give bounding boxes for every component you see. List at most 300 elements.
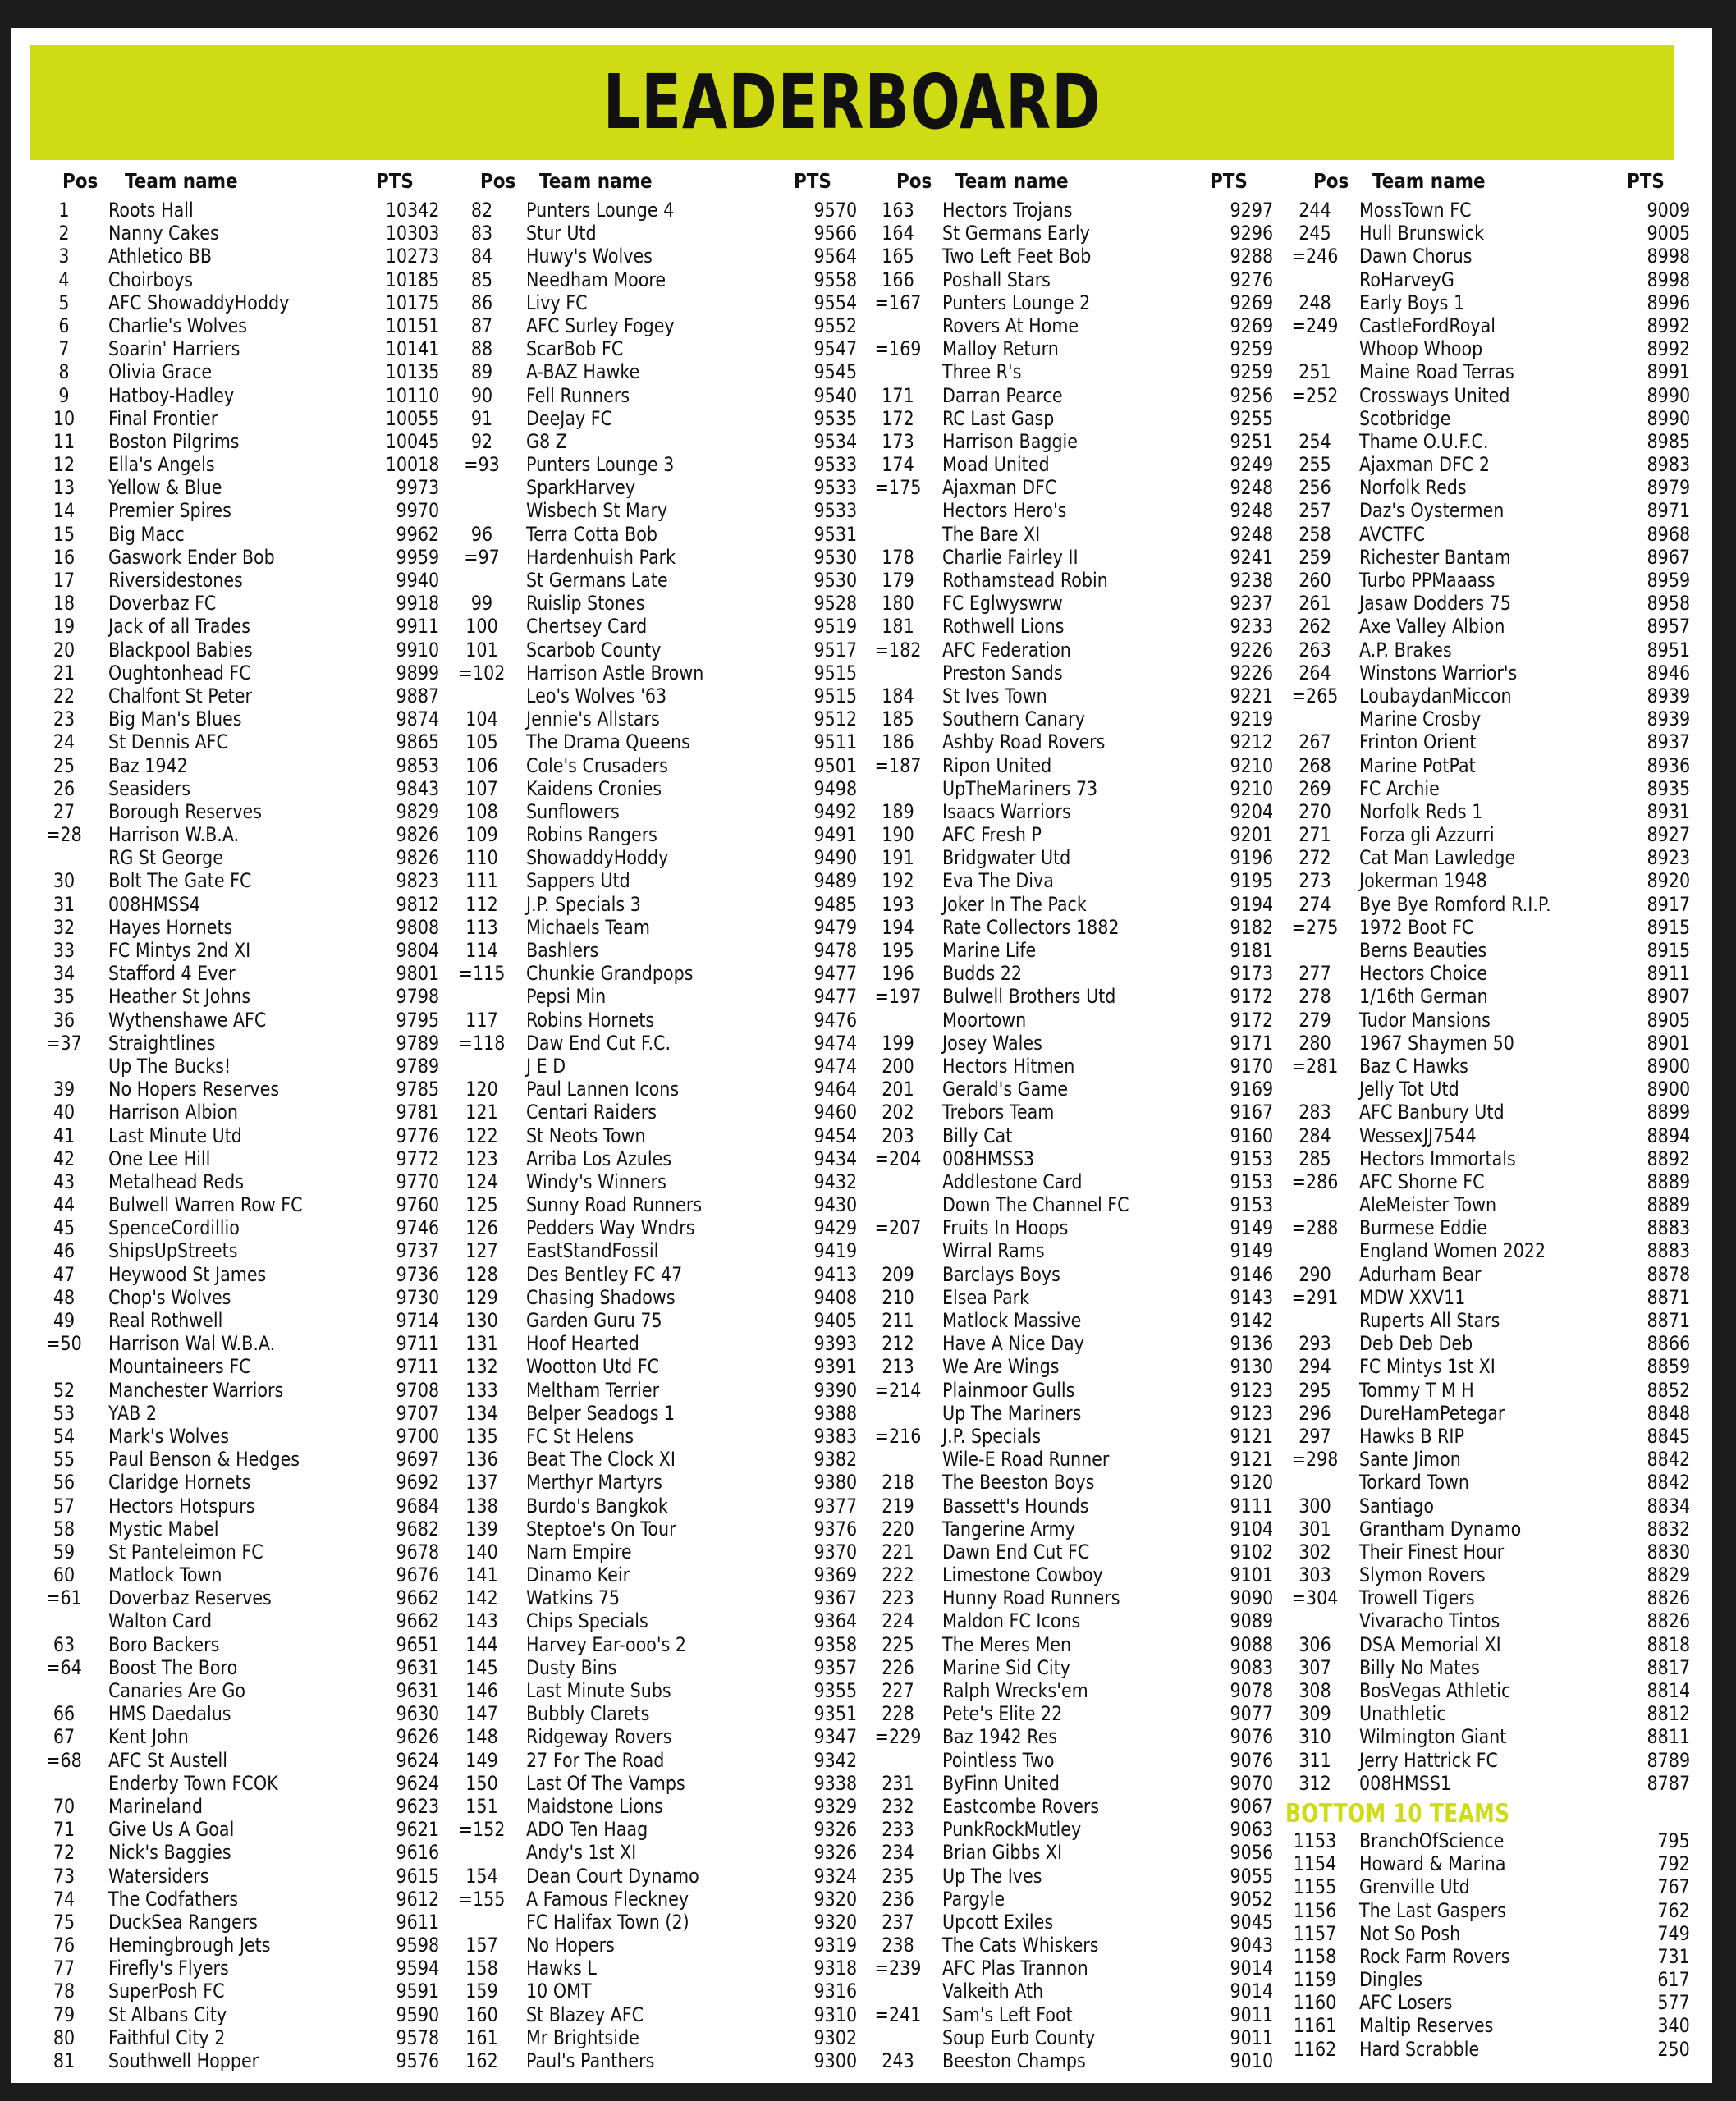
table-row [34,1841,441,1864]
position-cell: 127 [465,1239,498,1263]
team-name-cell: Olivia Grace [108,360,213,384]
team-name-cell: Fell Runners [526,383,630,407]
team-name-cell: J E D [526,1054,566,1078]
position-cell: 143 [465,1609,498,1633]
points-cell: 9056 [1230,1841,1273,1865]
position-cell: 120 [465,1078,498,1101]
table-row [34,2026,441,2049]
points-cell: 9143 [1230,1285,1273,1309]
position-cell: 70 [53,1794,76,1818]
points-cell: 9776 [396,1124,439,1147]
position-cell: 56 [53,1471,76,1495]
position-cell: 49 [53,1309,76,1332]
team-name-cell: Ripon United [942,753,1052,777]
points-cell: 9485 [813,892,857,916]
team-name-cell: Borough Reserves [108,799,262,823]
table-row [1285,2014,1692,2037]
position-cell: 1155 [1293,1875,1337,1899]
position-cell: 14 [53,499,76,523]
team-name-cell: RC Last Gasp [942,406,1055,430]
points-cell: 9808 [396,915,439,939]
points-cell: 8920 [1647,869,1690,893]
team-name-cell: St Panteleimon FC [108,1540,263,1563]
team-name-cell: Turbo PPMaaass [1359,569,1496,592]
table-row [452,546,859,569]
position-cell: 149 [465,1748,498,1772]
table-row [452,615,859,638]
table-row [34,1865,441,1888]
table-row [868,1009,1275,1032]
team-name-cell: AFC Shorne FC [1359,1170,1485,1193]
position-cell: =265 [1291,684,1339,707]
position-cell: =175 [874,476,922,500]
points-cell: 9043 [1230,1934,1273,1957]
team-name-cell: Hectors Immortals [1359,1147,1516,1170]
points-cell: 9011 [1230,2003,1273,2026]
team-name-cell: Rate Collectors 1882 [942,915,1120,939]
table-row [452,1009,859,1032]
team-name-cell: Up The Mariners [942,1401,1082,1425]
points-cell: 9578 [396,2025,439,2049]
table-row [452,1495,859,1517]
points-cell: 8834 [1647,1494,1690,1517]
position-cell: 92 [470,429,493,453]
position-cell: 262 [1299,615,1331,639]
table-row [868,754,1275,777]
team-name-cell: Ajaxman DFC 2 [1359,453,1490,477]
position-cell: 1154 [1293,1852,1337,1876]
table-row [34,962,441,985]
team-name-cell: MossTown FC [1359,199,1472,222]
points-cell: 9405 [813,1309,857,1332]
points-cell: 9248 [1230,522,1273,546]
position-cell: 306 [1299,1632,1331,1656]
table-row [452,523,859,546]
table-row [1285,1286,1692,1309]
position-cell: 218 [882,1471,914,1495]
table-row [452,1517,859,1540]
table-row [34,1517,441,1540]
position-cell: 1 [58,199,70,222]
team-name-cell: Last Minute Utd [108,1124,242,1147]
table-row [1285,453,1692,476]
team-name-cell: Norfolk Reds [1359,476,1467,500]
points-cell: 9498 [813,776,857,800]
points-cell: 9077 [1230,1702,1273,1726]
points-cell: 9089 [1230,1609,1273,1633]
points-cell: 9269 [1230,291,1273,314]
table-row [452,2026,859,2049]
points-cell: 9801 [396,962,439,986]
points-cell: 9460 [813,1101,857,1124]
points-cell: 9251 [1230,429,1273,453]
position-cell: 40 [53,1101,76,1124]
points-cell: 9432 [813,1170,857,1193]
position-cell: 24 [53,730,76,754]
position-cell: 196 [882,962,914,986]
points-cell: 9590 [396,2003,439,2026]
position-cell: 121 [465,1101,498,1124]
points-cell: 9430 [813,1193,857,1217]
table-row [452,1101,859,1124]
team-name-cell: Final Frontier [108,406,218,430]
position-cell: 101 [465,638,498,661]
table-row [868,846,1275,869]
team-name-cell: Maidstone Lions [526,1794,663,1818]
position-cell: 7 [58,337,70,361]
team-name-cell: Howard & Marina [1359,1852,1506,1876]
team-name-cell: Beeston Champs [942,2049,1086,2072]
points-cell: 9519 [813,615,857,639]
points-cell: 10135 [385,360,439,384]
table-row [34,476,441,499]
points-cell: 795 [1657,1829,1690,1852]
position-cell: 222 [882,1563,914,1587]
points-cell: 9490 [813,846,857,870]
points-cell: 8998 [1647,245,1690,268]
table-row [452,1888,859,1911]
points-cell: 9812 [396,892,439,916]
team-name-cell: Michaels Team [526,915,650,939]
team-name-cell: Hectors Choice [1359,962,1487,986]
position-cell: =182 [874,638,922,661]
team-name-cell: Harrison Albion [108,1101,238,1124]
position-cell: 13 [53,476,76,500]
points-cell: 9297 [1230,199,1273,222]
team-name-cell: Nick's Baggies [108,1841,231,1865]
table-row [868,1702,1275,1725]
team-name-cell: DeeJay FC [526,406,613,430]
table-row [452,962,859,985]
table-row [1285,823,1692,846]
team-name-cell: ADO Ten Haag [526,1818,648,1842]
points-cell: 9364 [813,1609,857,1633]
table-row [34,684,441,707]
points-cell: 9970 [396,499,439,523]
team-name-cell: Trowell Tigers [1359,1586,1475,1610]
table-row [34,268,441,291]
table-row [1285,1656,1692,1679]
table-row [34,639,441,661]
table-row [868,1332,1275,1355]
points-cell: 8852 [1647,1378,1690,1402]
points-cell: 9714 [396,1309,439,1332]
points-cell: 9624 [396,1771,439,1795]
team-name-cell: No Hopers Reserves [108,1078,280,1101]
team-name-cell: Wootton Utd FC [526,1355,660,1379]
points-cell: 8915 [1647,915,1690,939]
table-row [868,2026,1275,2049]
team-name-cell: FC Mintys 2nd XI [108,939,251,962]
table-row [34,869,441,892]
table-row [1285,707,1692,730]
points-cell: 9662 [396,1586,439,1610]
table-row [34,1448,441,1471]
team-name-cell: Grenville Utd [1359,1875,1470,1899]
team-name-cell: Oughtonhead FC [108,661,251,684]
position-cell: 269 [1299,776,1331,800]
table-row [452,1795,859,1818]
team-name-cell: Southern Canary [942,707,1085,731]
team-name-cell: Scarbob County [526,638,662,661]
points-cell: 9351 [813,1702,857,1726]
team-name-cell: Garden Guru 75 [526,1309,662,1332]
team-name-cell: BranchOfScience [1359,1829,1505,1852]
position-cell: 34 [53,962,76,986]
team-name-cell: Torkard Town [1359,1471,1469,1495]
points-cell: 9160 [1230,1124,1273,1147]
table-row [868,199,1275,222]
table-row [868,291,1275,314]
table-row [1285,730,1692,753]
position-cell: 296 [1299,1401,1331,1425]
position-cell: 86 [470,291,493,314]
team-name-cell: Doverbaz Reserves [108,1586,272,1610]
team-name-cell: Eastcombe Rovers [942,1794,1100,1818]
team-name-cell: Marine Crosby [1359,707,1482,731]
table-row [452,1609,859,1632]
position-cell: 80 [53,2025,76,2049]
team-name-cell: Hunny Road Runners [942,1586,1120,1610]
team-name-cell: Matlock Massive [942,1309,1082,1332]
points-cell: 8883 [1647,1239,1690,1263]
points-cell: 8842 [1647,1471,1690,1495]
points-cell: 9067 [1230,1794,1273,1818]
table-row [1285,592,1692,615]
team-name-cell: Sappers Utd [526,869,630,893]
team-name-cell: 008HMSS3 [942,1147,1035,1170]
team-name-cell: HMS Daedalus [108,1702,231,1726]
points-cell: 9226 [1230,638,1273,661]
table-row [34,1609,441,1632]
table-row [1285,1968,1692,1991]
table-row [34,1888,441,1911]
team-name-cell: DSA Memorial XI [1359,1632,1501,1656]
points-cell: 9512 [813,707,857,731]
table-row [34,2003,441,2026]
position-cell: 82 [470,199,493,222]
position-cell: 256 [1299,476,1331,500]
points-cell: 9464 [813,1078,857,1101]
table-row [868,1841,1275,1864]
points-cell: 8871 [1647,1309,1690,1332]
position-cell: 43 [53,1170,76,1193]
team-name-cell: Blackpool Babies [108,638,253,661]
position-cell: 87 [470,314,493,337]
team-name-cell: Needham Moore [526,268,666,291]
points-cell: 9296 [1230,222,1273,245]
points-cell: 9594 [396,1957,439,1980]
position-cell: 255 [1299,453,1331,477]
points-cell: 9130 [1230,1355,1273,1379]
team-name-cell: No Hopers [526,1934,615,1957]
team-name-cell: Stur Utd [526,222,597,245]
points-cell: 8829 [1647,1563,1690,1587]
team-name-cell: Up The Ives [942,1864,1042,1888]
table-row [1285,291,1692,314]
points-cell: 9358 [813,1632,857,1656]
table-row [452,1147,859,1170]
table-row [1285,1586,1692,1609]
pts-header: PTS [376,169,414,193]
position-cell: 248 [1299,291,1331,314]
position-cell: 9 [58,383,70,407]
points-cell: 9540 [813,383,857,407]
points-cell: 9781 [396,1101,439,1124]
table-row [34,893,441,916]
position-cell: 135 [465,1424,498,1448]
points-cell: 9142 [1230,1309,1273,1332]
team-name-cell: Marine Life [942,939,1037,962]
points-cell: 9172 [1230,985,1273,1009]
table-row [34,1402,441,1425]
points-cell: 9380 [813,1471,857,1495]
points-cell: 9153 [1230,1193,1273,1217]
position-cell: 52 [53,1378,76,1402]
position-cell: 273 [1299,869,1331,893]
table-row [1285,1009,1692,1032]
table-row [1285,1379,1692,1402]
position-cell: 200 [882,1054,914,1078]
position-cell: 202 [882,1101,914,1124]
team-name-cell: Grantham Dynamo [1359,1517,1522,1540]
table-row [34,1818,441,1841]
points-cell: 9429 [813,1216,857,1240]
points-cell: 8967 [1647,545,1690,569]
points-cell: 9173 [1230,962,1273,986]
points-cell: 9316 [813,1980,857,2003]
team-name-cell: Harrison W.B.A. [108,823,240,847]
team-name-cell: Wisbech St Mary [526,499,668,523]
points-cell: 8889 [1647,1193,1690,1217]
points-cell: 9269 [1230,314,1273,337]
team-name-cell: Ella's Angels [108,453,215,477]
position-cell: 132 [465,1355,498,1379]
position-cell: 26 [53,776,76,800]
points-cell: 9959 [396,545,439,569]
team-name-cell: Limestone Cowboy [942,1563,1103,1587]
team-name-cell: Burmese Eddie [1359,1216,1487,1240]
table-row [868,1865,1275,1888]
points-cell: 9511 [813,730,857,754]
position-cell: 280 [1299,1031,1331,1055]
team-name-cell: Windy's Winners [526,1170,666,1193]
team-name-cell: Forza gli Azzurri [1359,823,1495,847]
position-cell: 163 [882,199,914,222]
team-name-cell: YAB 2 [108,1401,157,1425]
position-cell: 1160 [1293,1991,1337,2015]
table-row [1285,569,1692,592]
table-row [452,1540,859,1563]
team-name-cell: Arriba Los Azules [526,1147,672,1170]
table-row [868,1772,1275,1795]
team-name-cell: Joker In The Pack [942,892,1087,916]
table-row [868,499,1275,522]
points-cell: 8923 [1647,846,1690,870]
team-name-cell: The Meres Men [942,1632,1072,1656]
points-cell: 10303 [385,222,439,245]
position-cell: 268 [1299,753,1331,777]
team-name-cell: Athletico BB [108,245,213,268]
table-row [452,1841,859,1864]
table-row [1285,1239,1692,1262]
position-cell: 145 [465,1655,498,1679]
team-name-cell: Pargyle [942,1887,1005,1911]
position-cell: 131 [465,1332,498,1356]
points-cell: 9530 [813,545,857,569]
table-row [34,546,441,569]
team-name-cell: Stafford 4 Ever [108,962,236,986]
team-name-cell: Nanny Cakes [108,222,219,245]
table-row [34,245,441,268]
table-row [868,1980,1275,2003]
position-cell: 27 [53,799,76,823]
team-name-cell: Their Finest Hour [1359,1540,1505,1563]
position-cell: 261 [1299,592,1331,616]
position-cell: 272 [1299,846,1331,870]
team-name-cell: Harvey Ear-ooo's 2 [526,1632,687,1656]
points-cell: 8900 [1647,1078,1690,1101]
points-cell: 8990 [1647,383,1690,407]
points-cell: 9121 [1230,1424,1273,1448]
points-cell: 9730 [396,1285,439,1309]
team-name-cell: Belper Seadogs 1 [526,1401,676,1425]
position-cell: 84 [470,245,493,268]
table-row [34,1170,441,1193]
table-row [34,916,441,939]
points-cell: 9564 [813,245,857,268]
position-cell: =281 [1291,1054,1339,1078]
table-row [1285,222,1692,245]
points-cell: 9090 [1230,1586,1273,1610]
position-cell: 78 [53,1980,76,2003]
table-row [1285,268,1692,291]
points-cell: 250 [1657,2037,1690,2061]
team-name-cell: Huwy's Wolves [526,245,653,268]
position-cell: =118 [458,1031,506,1055]
position-cell: 126 [465,1216,498,1240]
points-cell: 8951 [1647,638,1690,661]
position-cell: 3 [58,245,70,268]
position-cell: 190 [882,823,914,847]
position-cell: 185 [882,707,914,731]
position-cell: =207 [874,1216,922,1240]
table-row [452,337,859,360]
position-cell: 164 [882,222,914,245]
points-cell: 792 [1657,1852,1690,1876]
points-cell: 9515 [813,684,857,707]
position-cell: 60 [53,1563,76,1587]
table-row [1285,1725,1692,1748]
team-name-cell: BosVegas Athletic [1359,1679,1511,1702]
position-cell: 6 [58,314,70,337]
table-row [452,1633,859,1656]
table-row [452,893,859,916]
position-cell: 180 [882,592,914,616]
table-row [868,1540,1275,1563]
points-cell: 10055 [385,406,439,430]
team-name-cell: AFC St Austell [108,1748,227,1772]
team-name-cell: Premier Spires [108,499,231,523]
team-name-cell: Firefly's Flyers [108,1957,229,1980]
team-name-cell: Narn Empire [526,1540,632,1563]
points-cell: 9226 [1230,661,1273,684]
table-row [34,1193,441,1216]
table-row [34,360,441,383]
table-row [452,1193,859,1216]
points-cell: 9489 [813,869,857,893]
points-cell: 9083 [1230,1655,1273,1679]
